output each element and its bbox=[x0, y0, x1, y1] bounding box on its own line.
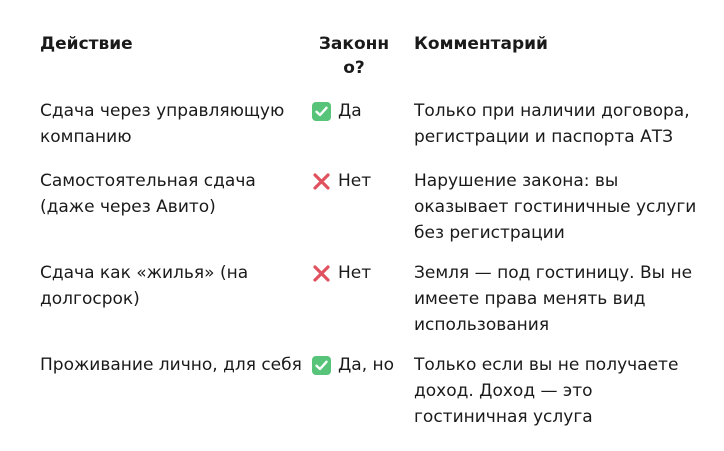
row-action: Проживание лично, для себя bbox=[40, 355, 302, 375]
row-legal: Нет bbox=[338, 171, 372, 191]
row-action: Самостоятельная сдача (даже через Авито) bbox=[40, 171, 256, 217]
check-mark-icon bbox=[312, 102, 331, 121]
row-comment: Земля — под гостиницу. Вы не имеете права менять вид использования bbox=[414, 263, 693, 335]
row-comment: Только если вы не получаете доход. Доход — это гостиничная услуга bbox=[414, 355, 679, 427]
row-legal: Да bbox=[338, 101, 362, 121]
row-legal: Нет bbox=[338, 263, 372, 283]
row-action: Сдача через управляющую компанию bbox=[40, 101, 285, 147]
table-row bbox=[40, 98, 710, 150]
header-legal: Законно? bbox=[318, 34, 390, 78]
row-legal: Да, но bbox=[338, 355, 395, 375]
cross-mark-icon bbox=[312, 264, 331, 283]
cross-mark-icon bbox=[312, 172, 331, 191]
header-action: Действие bbox=[40, 34, 133, 54]
row-comment: Нарушение закона: вы оказывает гостиничные услуги без регистрации bbox=[414, 171, 697, 243]
row-action: Сдача как «жилья» (на долгосрок) bbox=[40, 263, 249, 309]
table-header bbox=[40, 32, 710, 80]
table-row bbox=[40, 352, 710, 430]
header-comment: Комментарий bbox=[414, 34, 548, 54]
legality-table bbox=[40, 32, 710, 430]
row-comment: Только при наличии договора, регистрации и паспорта АТЗ bbox=[414, 101, 690, 147]
table-row bbox=[40, 168, 710, 246]
check-mark-icon bbox=[312, 356, 331, 375]
table-row bbox=[40, 260, 710, 338]
